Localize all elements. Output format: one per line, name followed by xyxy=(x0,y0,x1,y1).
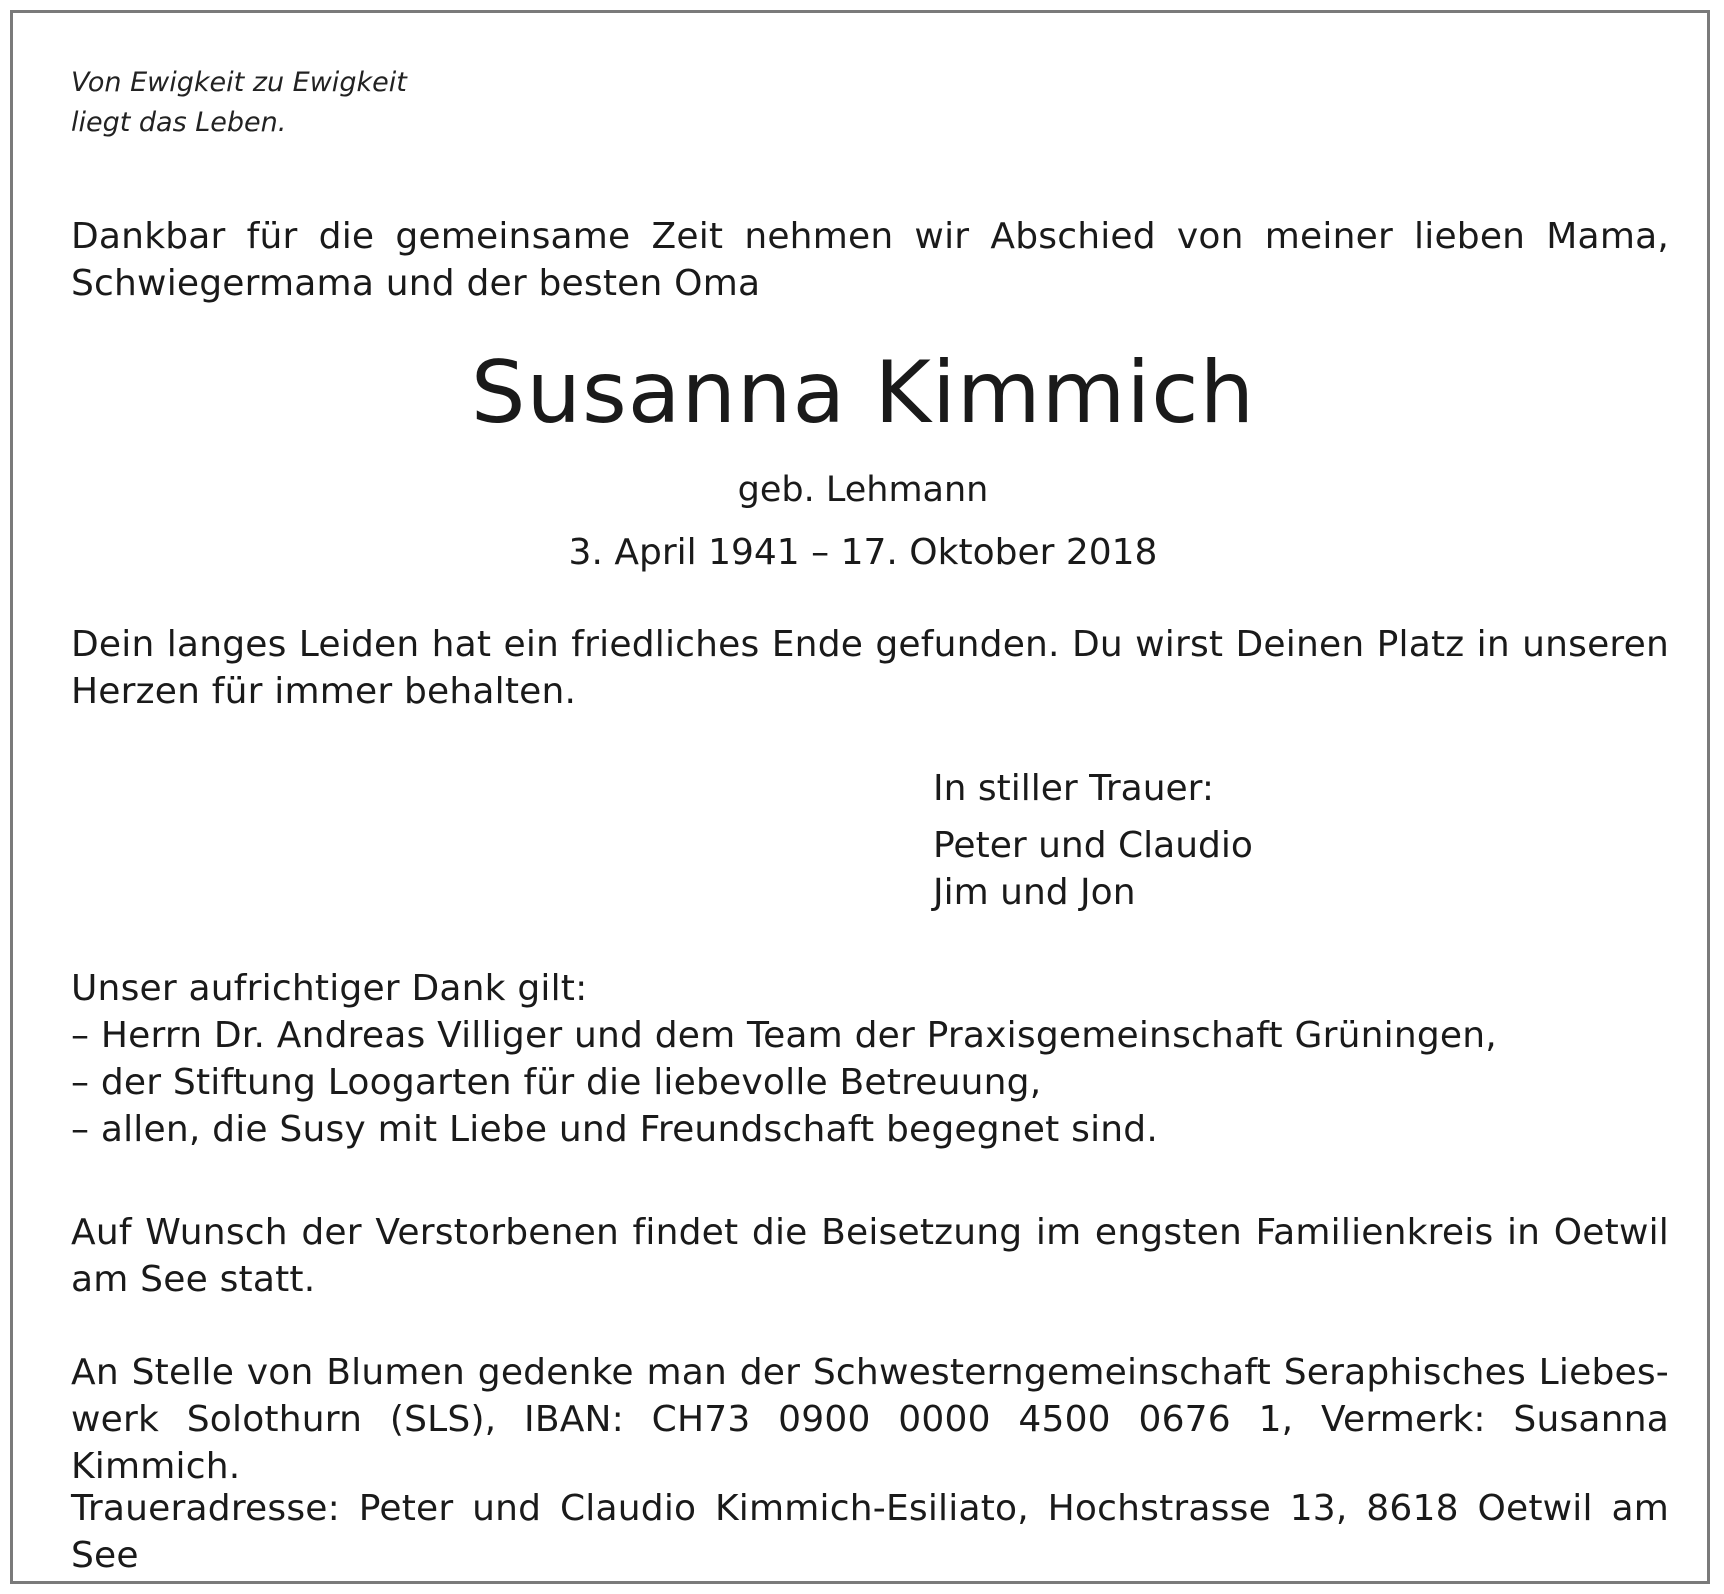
thanks-item: – Herrn Dr. Andreas Villiger und dem Team der Praxisgemeinschaft Grüningen, xyxy=(71,1015,1497,1056)
intro-line-2: Schwiegermama und der besten Oma xyxy=(71,263,761,304)
donation-paragraph xyxy=(71,1349,1669,1490)
life-dates: 3. April 1941 – 17. Oktober 2018 xyxy=(568,532,1158,573)
thanks-block xyxy=(71,965,1669,1153)
thanks-item: – allen, die Susy mit Liebe und Freundschaft begegnet sind. xyxy=(71,1109,1158,1150)
burial-line-1: Auf Wunsch der Verstorbenen findet die Beisetzung im engsten Familienkreis in Oetwil xyxy=(71,1212,1669,1253)
mourners-heading: In stiller Trauer: xyxy=(933,768,1214,809)
deceased-name: Susanna Kimmich xyxy=(470,343,1256,443)
donation-line-1: An Stelle von Blumen gedenke man der Schwesterngemeinschaft Seraphisches Liebes- xyxy=(71,1352,1669,1393)
burial-paragraph xyxy=(71,1209,1669,1303)
mourning-address: Traueradresse: Peter und Claudio Kimmich-Esiliato, Hochstrasse 13, 8618 Oetwil am See xyxy=(71,1488,1669,1576)
thanks-item: – der Stiftung Loogarten für die liebevolle Betreuung, xyxy=(71,1062,1042,1103)
motto-line-1: Von Ewigkeit zu Ewigkeit xyxy=(71,67,407,98)
mourners-line-1: Peter und Claudio xyxy=(933,825,1253,866)
farewell-line-2: Herzen für immer behalten. xyxy=(71,671,577,712)
obituary-notice xyxy=(10,10,1710,1584)
motto-quote xyxy=(71,63,407,143)
farewell-line-1: Dein langes Leiden hat ein friedliches Ende gefunden. Du wirst Deinen Platz in unseren xyxy=(71,624,1669,665)
intro-paragraph xyxy=(71,213,1669,307)
farewell-paragraph xyxy=(71,621,1669,715)
intro-line-1: Dankbar für die gemeinsame Zeit nehmen wir Abschied von meiner lieben Mama, xyxy=(71,216,1669,257)
motto-line-2: liegt das Leben. xyxy=(71,107,287,138)
burial-line-2: am See statt. xyxy=(71,1259,316,1300)
donation-line-2: werk Solothurn (SLS), IBAN: CH73 0900 0000 4500 0676 1, Vermerk: Susanna Kimmich. xyxy=(71,1399,1669,1487)
birth-name: geb. Lehmann xyxy=(737,470,989,510)
mourners-block xyxy=(933,765,1253,916)
thanks-heading: Unser aufrichtiger Dank gilt: xyxy=(71,968,588,1009)
mourners-line-2: Jim und Jon xyxy=(933,872,1136,913)
address-paragraph xyxy=(71,1485,1669,1579)
